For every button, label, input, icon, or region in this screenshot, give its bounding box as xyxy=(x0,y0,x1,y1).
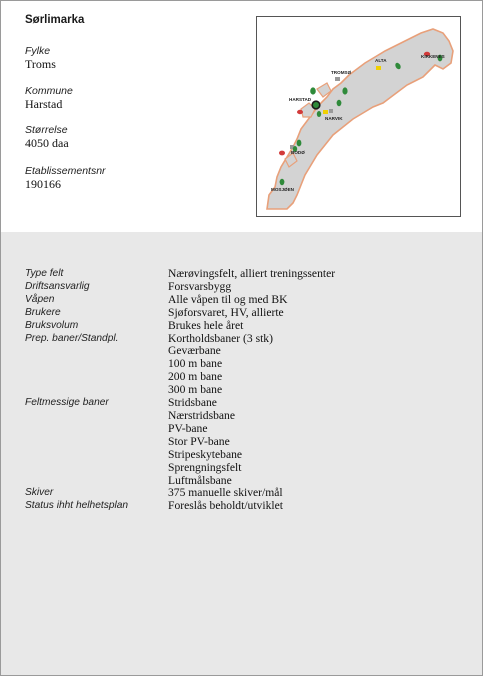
range-marker xyxy=(342,87,347,94)
details-value: Sjøforsvaret, HV, allierte xyxy=(168,305,284,319)
details-values xyxy=(168,307,465,320)
map-label-kirkenes: KIRKENES xyxy=(421,54,445,59)
page-title: Sørlimarka xyxy=(25,14,85,26)
details-values xyxy=(168,397,465,487)
fylke-label: Fylke xyxy=(25,45,51,57)
kommune-label: Kommune xyxy=(25,85,73,97)
details-value: Stridsbane xyxy=(168,396,217,410)
details-values xyxy=(168,281,465,294)
details-values xyxy=(168,500,465,513)
fylke-value: Troms xyxy=(25,57,56,71)
details-value: Brukes hele året xyxy=(168,318,244,332)
etablissementsnr-value: 190166 xyxy=(25,177,61,191)
details-row xyxy=(25,268,465,281)
range-marker xyxy=(317,111,321,117)
details-value: 200 m bane xyxy=(168,370,223,384)
details-label: Type felt xyxy=(25,268,64,279)
details-table xyxy=(25,268,465,513)
details-value: 375 manuelle skiver/mål xyxy=(168,486,283,500)
range-marker xyxy=(337,100,342,106)
details-value: Alle våpen til og med BK xyxy=(168,292,288,306)
details-label: Status ihht helhetsplan xyxy=(25,500,129,512)
storrelse-label: Størrelse xyxy=(25,124,68,136)
map-label-narvik: NARVIK xyxy=(325,116,343,121)
details-value: Stripeskytebane xyxy=(168,447,243,461)
range-marker xyxy=(310,87,316,94)
details-row xyxy=(25,320,465,333)
details-label: Brukere xyxy=(25,306,61,318)
range-marker xyxy=(329,109,333,113)
details-row xyxy=(25,281,465,294)
details-row xyxy=(25,294,465,307)
etablissementsnr-label: Etablissementsnr xyxy=(25,165,106,177)
details-value: Luftmålsbane xyxy=(168,473,232,487)
details-value: Nærøvingsfelt, alliert treningssenter xyxy=(168,267,336,280)
details-row xyxy=(25,397,465,487)
map-label-mosjoen: MOSJØEN xyxy=(271,187,294,192)
range-marker xyxy=(376,66,381,70)
range-marker xyxy=(323,110,328,114)
details-value: 100 m bane xyxy=(168,357,223,371)
range-marker xyxy=(297,140,302,147)
details-value: Nærstridsbane xyxy=(168,408,235,422)
details-value: Stor PV-bane xyxy=(168,434,230,448)
selected-range-marker xyxy=(312,101,320,109)
location-map xyxy=(256,16,461,217)
range-marker xyxy=(335,77,340,81)
details-label: Bruksvolum xyxy=(25,319,79,331)
details-value: Sprengningsfelt xyxy=(168,460,242,474)
details-value: Forsvarsbygg xyxy=(168,279,232,293)
details-label: Prep. baner/Standpl. xyxy=(25,332,119,344)
details-label: Feltmessige baner xyxy=(25,397,109,409)
map-svg xyxy=(257,17,460,216)
details-value: Geværbane xyxy=(168,344,221,358)
details-values xyxy=(168,268,465,281)
range-marker xyxy=(280,179,285,185)
map-label-tromso: TROMSØ xyxy=(331,70,352,75)
details-label: Våpen xyxy=(25,293,55,305)
storrelse-value: 4050 daa xyxy=(25,136,69,150)
details-values xyxy=(168,333,465,398)
details-value: Foreslås beholdt/utviklet xyxy=(168,499,283,513)
details-row xyxy=(25,307,465,320)
range-marker xyxy=(297,110,303,114)
details-label: Driftsansvarlig xyxy=(25,280,90,292)
map-label-alta: ALTA xyxy=(375,58,387,63)
map-label-harstad: HARSTAD xyxy=(289,97,312,102)
range-marker xyxy=(279,151,285,156)
map-label-bodo: BODØ xyxy=(291,150,305,155)
details-values xyxy=(168,294,465,307)
kommune-value: Harstad xyxy=(25,97,63,111)
details-row xyxy=(25,500,465,513)
details-value: 300 m bane xyxy=(168,383,223,397)
details-values xyxy=(168,320,465,333)
details-value: Kortholdsbaner (3 stk) xyxy=(168,331,273,345)
details-label: Skiver xyxy=(25,487,54,499)
details-value: PV-bane xyxy=(168,421,208,435)
details-row xyxy=(25,333,465,398)
